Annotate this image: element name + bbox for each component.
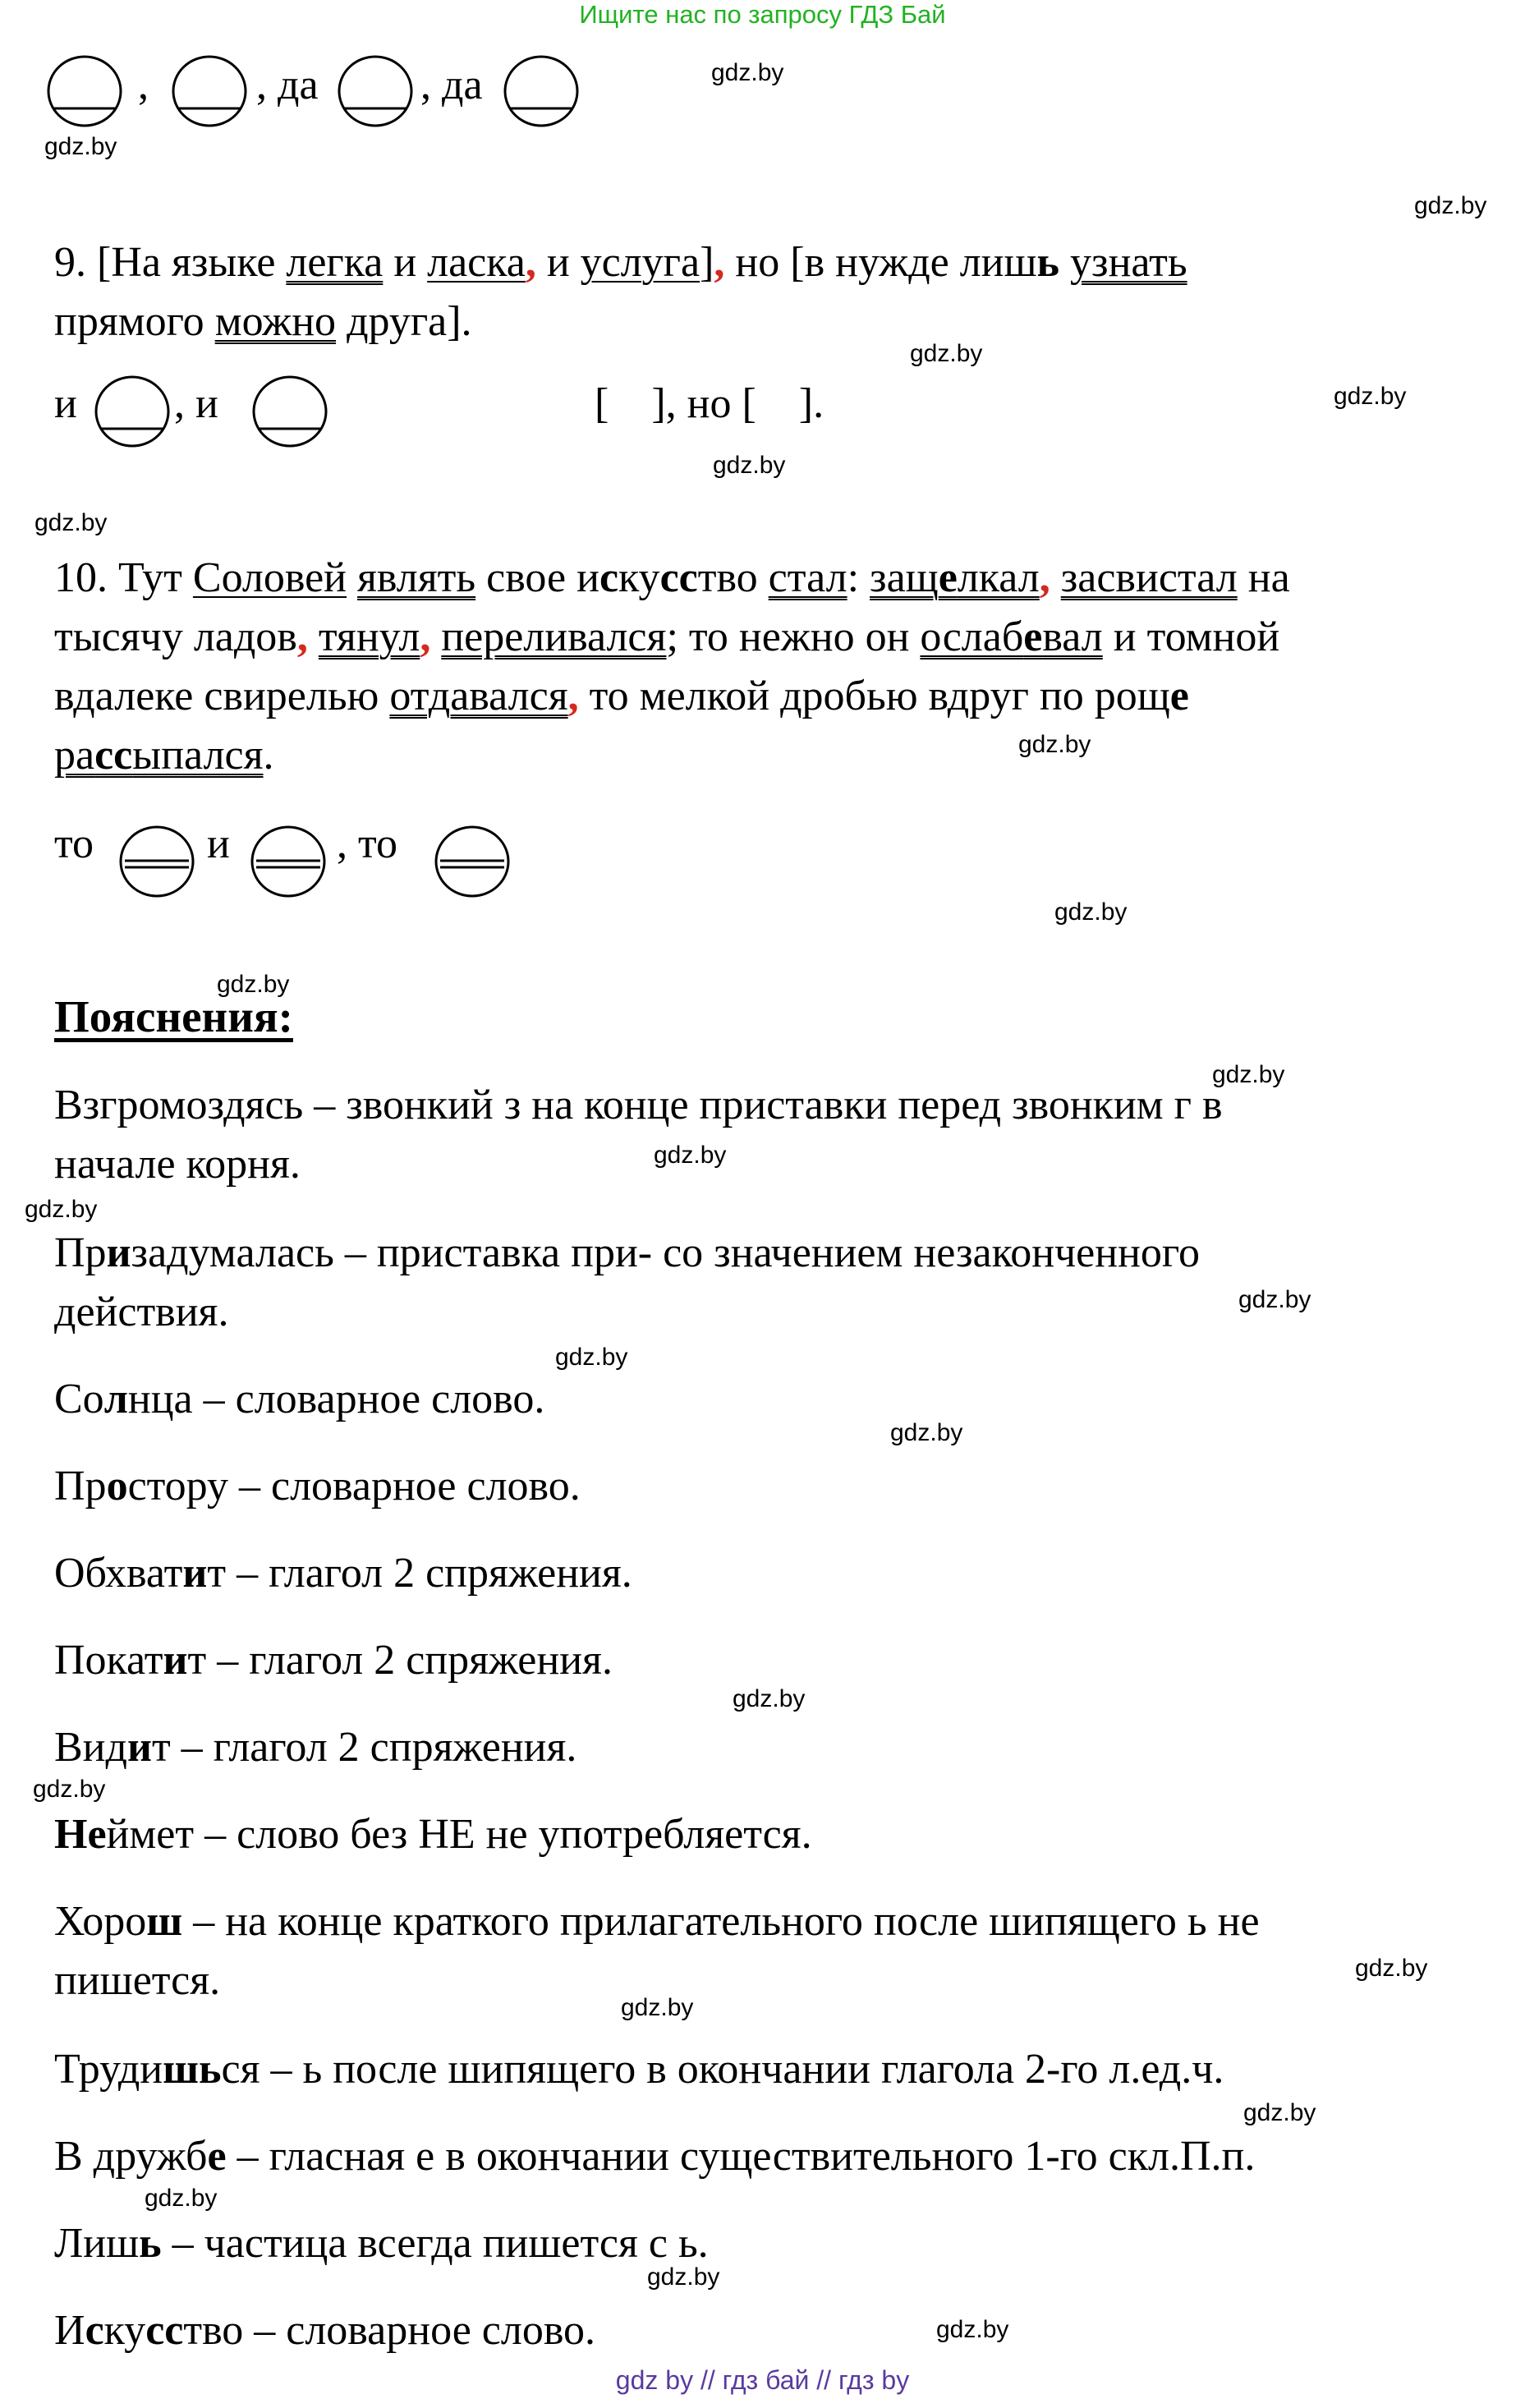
- scheme-text: то: [54, 820, 94, 867]
- predicate: узнать: [1070, 239, 1187, 286]
- scheme-circle: [46, 54, 128, 128]
- scheme-circle: [503, 54, 585, 128]
- watermark: gdz.by: [44, 133, 117, 160]
- predicate: ослабевал: [920, 613, 1103, 660]
- watermark: gdz.by: [1334, 383, 1407, 410]
- watermark: gdz.by: [621, 1994, 694, 2021]
- predicate: засвистал: [1060, 554, 1238, 601]
- explanation-item: Неймет – слово без НЕ не употребляется.: [54, 1811, 812, 1858]
- item10-line3: вдалеке свирелью отдавался, то мелкой дробью вдруг по роще: [54, 673, 1189, 719]
- explanation-item: Искусство – словарное слово.: [54, 2307, 596, 2354]
- explanations-title: Пояснения:: [54, 991, 293, 1041]
- scheme-brackets: [ ], но [ ].: [595, 380, 825, 427]
- watermark: gdz.by: [25, 1196, 98, 1223]
- scheme-circle: [337, 54, 419, 128]
- watermark: gdz.by: [1238, 1286, 1311, 1313]
- watermark: gdz.by: [936, 2316, 1009, 2343]
- watermark: gdz.by: [33, 1776, 106, 1803]
- watermark: gdz.by: [910, 340, 983, 367]
- scheme-separator: ,: [138, 62, 149, 108]
- watermark: gdz.by: [1018, 731, 1091, 758]
- scheme-circle: [251, 375, 333, 448]
- scheme-circle: [171, 54, 253, 128]
- item9-line1: 9. [На языке легка и ласка, и услуга], но [в нужде лишь узнать: [54, 239, 1187, 286]
- predicate: защелкал: [870, 554, 1040, 601]
- explanation-item: Трудишься – ь после шипящего в окончании глагола 2-го л.ед.ч.: [54, 2046, 1224, 2093]
- watermark: gdz.by: [733, 1685, 806, 1712]
- watermark: gdz.by: [647, 2263, 720, 2291]
- predicate: стал: [768, 554, 847, 601]
- predicate: можно: [214, 298, 337, 345]
- explanation-item: Взгромоздясь – звонкий з на конце приставки перед звонким г в начале корня.: [54, 1082, 1223, 1188]
- watermark: gdz.by: [711, 59, 784, 86]
- scheme-text: , и: [174, 380, 218, 427]
- explanation-item: Призадумалась – приставка при- со значением незаконченного действия.: [54, 1229, 1200, 1335]
- predicate: переливался: [441, 613, 667, 660]
- scheme-circle: [118, 825, 200, 898]
- explanation-item: Солнца – словарное слово.: [54, 1376, 545, 1422]
- watermark: gdz.by: [1414, 192, 1487, 219]
- explanation-item: В дружбе – гласная е в окончании существительного 1-го скл.П.п.: [54, 2133, 1256, 2180]
- predicate: являть: [357, 554, 476, 601]
- predicate: отдавался: [389, 673, 568, 719]
- predicate: тянул: [318, 613, 420, 660]
- scheme-circle: [94, 375, 176, 448]
- explanation-item: Простору – словарное слово.: [54, 1463, 581, 1510]
- explanation-item: Покатит – глагол 2 спряжения.: [54, 1637, 613, 1684]
- watermark: gdz.by: [145, 2185, 218, 2212]
- subject: услуга: [580, 239, 700, 286]
- watermark: gdz.by: [1212, 1061, 1285, 1088]
- scheme-circle: [250, 825, 332, 898]
- watermark: gdz.by: [890, 1419, 963, 1446]
- explanation-item: Видит – глагол 2 спряжения.: [54, 1724, 577, 1771]
- predicate: рассыпался: [54, 732, 264, 779]
- scheme-text: и: [54, 380, 77, 427]
- scheme-separator: , да: [256, 62, 319, 108]
- predicate: легка: [286, 239, 384, 286]
- watermark: gdz.by: [34, 509, 108, 536]
- watermark: gdz.by: [1355, 1955, 1428, 1982]
- item10-line1: 10. Тут Соловей являть свое искусство стал: защелкал, засвистал на: [54, 554, 1290, 601]
- item10-line4: рассыпался.: [54, 732, 274, 779]
- top-watermark: Ищите нас по запросу ГДЗ Бай: [579, 0, 946, 29]
- subject: ласка: [427, 239, 526, 286]
- watermark: gdz.by: [217, 971, 290, 998]
- scheme-separator: , да: [420, 62, 483, 108]
- explanation-item: Лишь – частица всегда пишется с ь.: [54, 2220, 709, 2267]
- watermark: gdz.by: [555, 1344, 628, 1371]
- watermark: gdz.by: [713, 452, 786, 479]
- scheme-text: и: [207, 820, 230, 867]
- explanation-item: Хорош – на конце краткого прилагательного после шипящего ь не пишется.: [54, 1898, 1260, 2004]
- bottom-watermark: gdz by // гдз бай // гдз by: [615, 2365, 910, 2395]
- watermark: gdz.by: [1243, 2099, 1316, 2126]
- subject: Соловей: [192, 554, 347, 601]
- item10-line2: тысячу ладов, тянул, переливался; то нежно он ослабевал и томной: [54, 613, 1280, 660]
- item9-line2: прямого можно друга].: [54, 298, 472, 345]
- watermark: gdz.by: [1054, 898, 1128, 926]
- scheme-text: , то: [337, 820, 398, 867]
- watermark: gdz.by: [654, 1142, 727, 1169]
- explanation-item: Обхватит – глагол 2 спряжения.: [54, 1550, 632, 1597]
- scheme-circle: [434, 825, 516, 898]
